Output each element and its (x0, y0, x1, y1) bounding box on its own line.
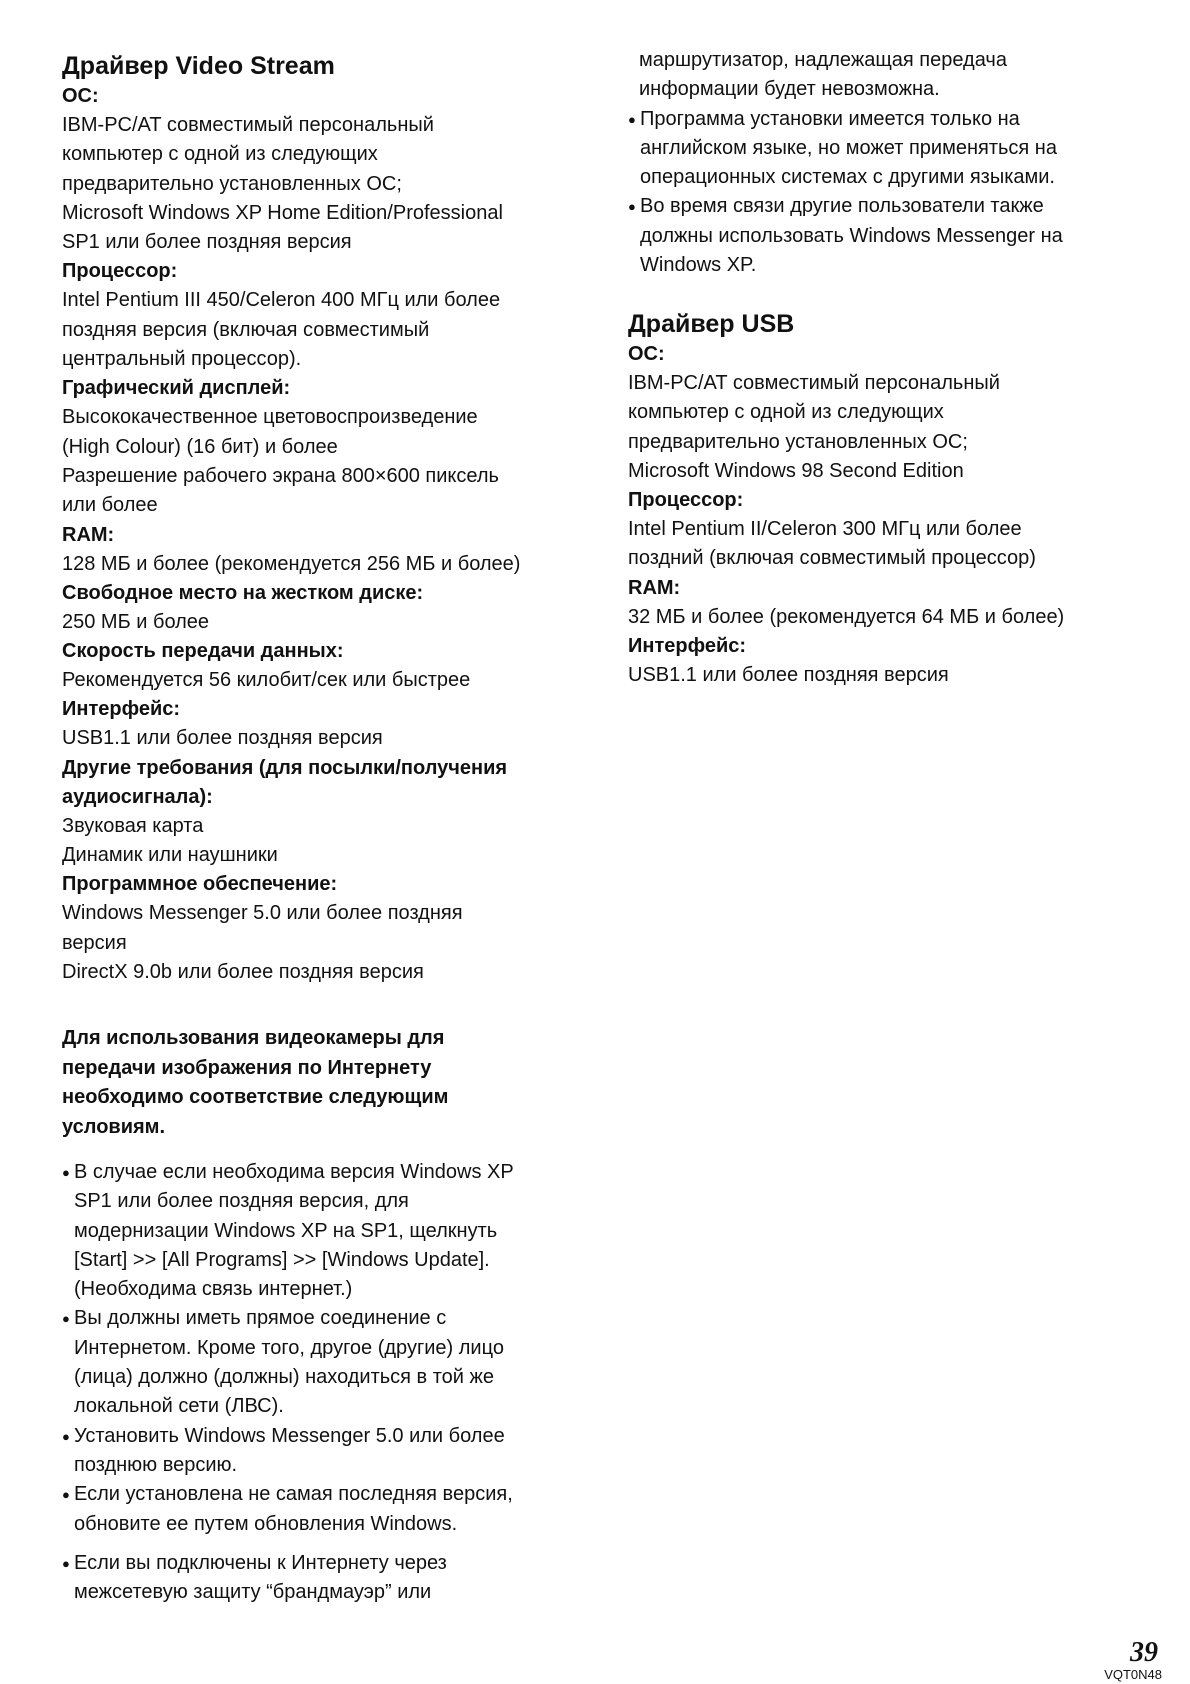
ram-label: RAM: (62, 523, 115, 546)
interface-value: USB1.1 или более поздняя версия (628, 664, 949, 687)
bullet-item: ● Если вы подключены к Интернету через межсетевую защиту “брандмауэр” или (62, 1549, 612, 1608)
cpu-line: Intel Pentium III 450/Celeron 400 МГц или более (62, 289, 501, 312)
interface-value: USB1.1 или более поздняя версия (62, 727, 383, 750)
software-line: DirectX 9.0b или более поздняя версия (62, 960, 424, 983)
software-requirements (62, 899, 612, 987)
other-requirements (62, 812, 612, 871)
cpu-requirements (628, 515, 1158, 574)
bullet-item: ● Установить Windows Messenger 5.0 или более позднюю версию. (62, 1422, 612, 1481)
display-requirements (62, 403, 612, 520)
display-line: или более (62, 494, 158, 517)
os-line: предварительно установленных ОС; (62, 172, 402, 195)
bullet-item: ● В случае если необходима версия Windows XP SP1 или более поздняя версия, для модернизации Windows XP на SP1, щелкнуть [Start] >> [All Programs] >> [Windows Update]. (Необходима связь интернет.) (62, 1158, 612, 1304)
ram-value: 128 МБ и более (рекомендуется 256 МБ и более) (62, 552, 521, 575)
other-line: Динамик или наушники (62, 844, 278, 867)
software-label: Программное обеспечение: (62, 873, 338, 896)
ram-label: RAM: (628, 576, 681, 599)
bullet-item: ● Если установлена не самая последняя версия, обновите ее путем обновления Windows. (62, 1480, 612, 1539)
notice-bullets (62, 1158, 612, 1607)
cpu-label: Процессор: (628, 489, 744, 512)
speed-label: Скорость передачи данных: (62, 640, 344, 663)
os-requirements (62, 111, 612, 257)
video-stream-title: Драйвер Video Stream (62, 52, 335, 80)
os-label: ОС: (628, 343, 665, 365)
os-requirements (628, 369, 1158, 486)
display-label: Графический дисплей: (62, 377, 291, 400)
video-stream-section (62, 50, 612, 987)
other-requirements-label: Другие требования (для посылки/получения (62, 756, 508, 779)
cpu-requirements (62, 286, 612, 374)
software-line: Windows Messenger 5.0 или более поздняя (62, 902, 463, 925)
os-line: Microsoft Windows XP Home Edition/Professional (62, 201, 503, 224)
ram-value: 32 МБ и более (рекомендуется 64 МБ и более) (628, 605, 1065, 628)
continued-bullets (628, 105, 1158, 281)
notice-line: передачи изображения по Интернету (62, 1056, 432, 1079)
notice-line: условиям. (62, 1115, 166, 1138)
continued-text (628, 46, 1158, 105)
os-line: предварительно установленных ОС; (628, 430, 968, 453)
speed-value: Рекомендуется 56 килобит/сек или быстрее (62, 669, 471, 692)
internet-notice (62, 1024, 612, 1607)
os-line: IBM-PC/AT совместимый персональный (628, 372, 1000, 394)
display-line: Разрешение рабочего экрана 800×600 пиксель (62, 464, 499, 487)
display-line: (High Colour) (16 бит) и более (62, 435, 338, 458)
notice-line: необходимо соответствие следующим (62, 1086, 449, 1108)
usb-driver-section (628, 308, 1158, 690)
cpu-label: Процессор: (62, 260, 178, 283)
interface-label: Интерфейс: (62, 698, 181, 721)
os-line: компьютер с одной из следующих (62, 143, 378, 166)
cpu-line: Intel Pentium II/Celeron 300 МГц или более (628, 518, 1022, 541)
bullet-item: ● Во время связи другие пользователи также должны использовать Windows Messenger на Windows XP. (628, 192, 1158, 280)
os-line: SP1 или более поздняя версия (62, 231, 352, 254)
os-line: IBM-PC/AT совместимый персональный (62, 114, 434, 136)
interface-label: Интерфейс: (628, 635, 747, 658)
os-label: ОС: (62, 85, 99, 107)
cpu-line: центральный процессор). (62, 348, 302, 371)
os-line: Microsoft Windows 98 Second Edition (628, 459, 964, 482)
bullet-item: ● Вы должны иметь прямое соединение с Интернетом. Кроме того, другое (другие) лицо (лица) должно (должны) находиться в той же локальной сети (ЛВС). (62, 1304, 612, 1421)
continued-line: информации будет невозможна. (639, 78, 940, 101)
display-line: Высококачественное цветовоспроизведение (62, 406, 478, 429)
software-line: версия (62, 931, 127, 954)
bullet-item: ● Программа установки имеется только на английском языке, но может применяться на операционных системах с другими языками. (628, 105, 1158, 193)
disk-value: 250 МБ и более (62, 610, 210, 633)
page-number: 39 (1130, 1637, 1158, 1668)
other-requirements-label: аудиосигнала): (62, 785, 213, 808)
cpu-line: поздний (включая совместимый процессор) (628, 547, 1036, 570)
usb-driver-title: Драйвер USB (628, 310, 795, 338)
other-line: Звуковая карта (62, 814, 204, 837)
notice-line: Для использования видеокамеры для (62, 1027, 445, 1049)
os-line: компьютер с одной из следующих (628, 401, 944, 424)
continued-notice (628, 46, 1158, 280)
disk-label: Свободное место на жестком диске: (62, 581, 424, 604)
cpu-line: поздняя версия (включая совместимый (62, 318, 430, 341)
document-code: VQT0N48 (1104, 1667, 1162, 1682)
continued-line: маршрутизатор, надлежащая передача (639, 49, 1007, 71)
